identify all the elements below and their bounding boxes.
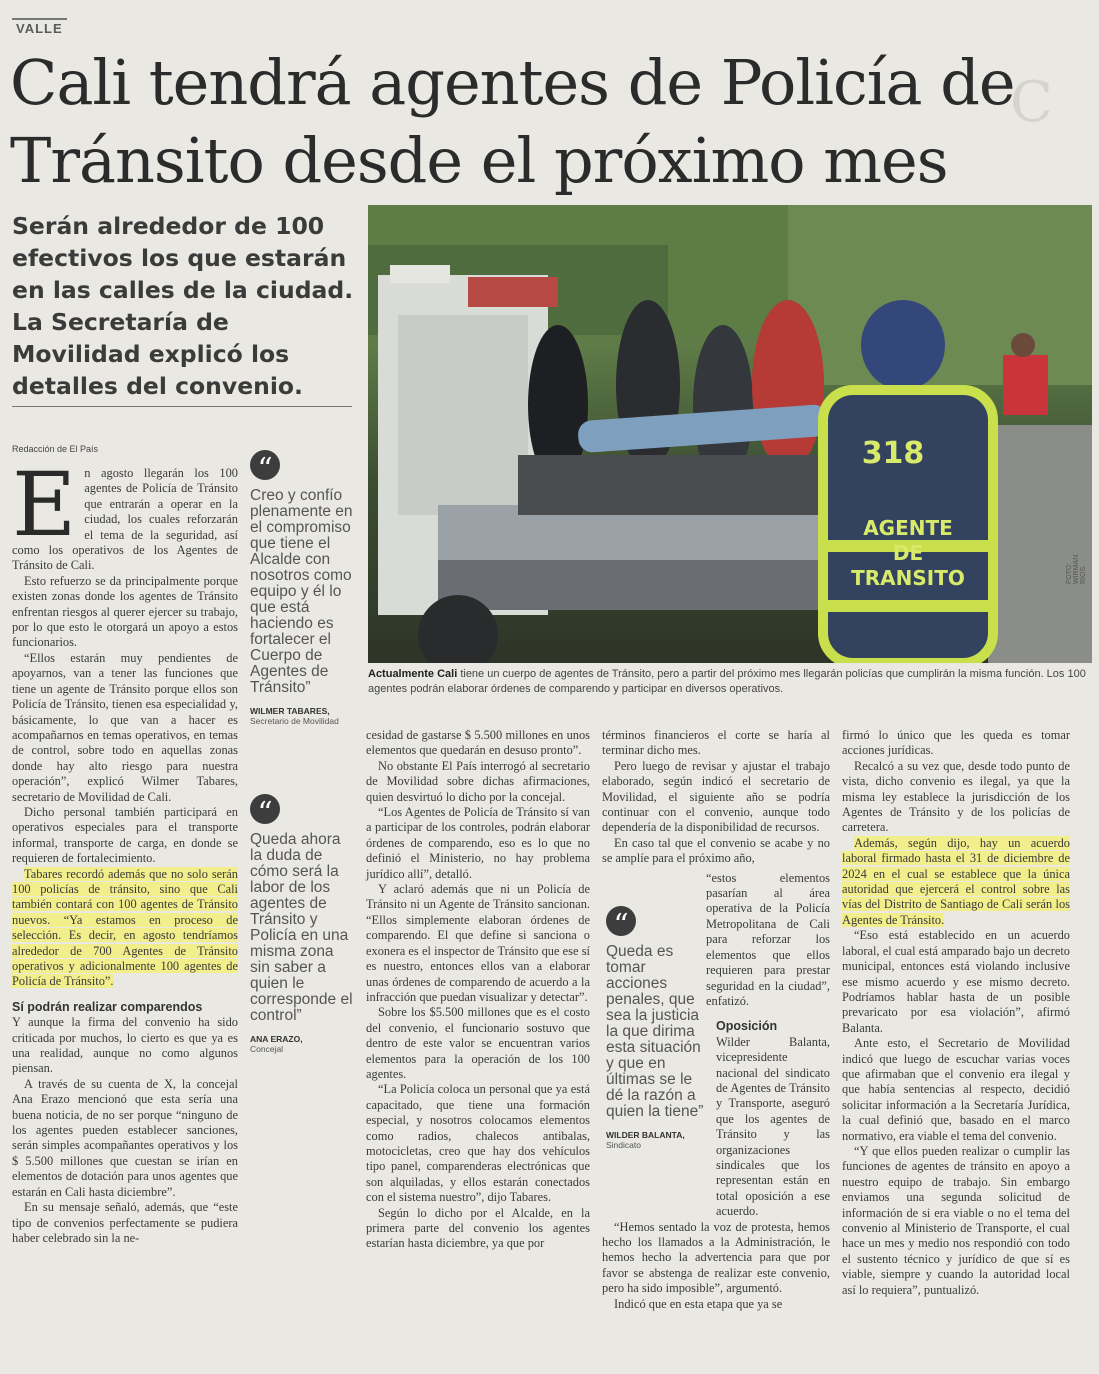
col2-paragraph-5: Sobre los $5.500 millones que es el costo del convenio, el funcionario sostuvo que dentro de este valor se encuentran varios elementos para la operación de los 100 agentes.	[366, 1005, 590, 1081]
photo-illustration	[368, 205, 1092, 663]
col2-paragraph-4: Y aclaró además que ni un Policía de Tránsito ni un Agente de Tránsito sancionan. “Ellos simplemente elaboran órdenes de comparendo. El que define si sanciona o exonera es el inspector de Tránsito que ese sí es nuestro, entonces ellos van a elaborar unas órdenes de comparendo de acuerdo a la infracción que puedan visualizar y detectar”.	[366, 882, 590, 1004]
quote-text: Creo y confío plenamente en el compromiso que tiene el Alcalde con nosotros como equipo y él lo que está haciendo es fortalecer el Cuerpo de Agentes de Tránsito”	[250, 487, 353, 696]
column-2	[366, 728, 590, 1252]
quote-name: WILDER BALANTA,	[606, 1130, 685, 1140]
col4-paragraph-2: Recalcó a su vez que, desde todo punto de vista, dicho convenio es ilegal, ya que la misma ley establece la jurisdicción de los Agentes de Tránsito y de los policías de carretera.	[842, 758, 1070, 835]
col3-paragraph-3: En caso tal que el convenio se acabe y no se amplíe para el próximo año,	[602, 835, 830, 866]
col1-paragraph-4: Dicho personal también participará en operativos especiales para el transporte informal, transporte de carga, en donde se requieren de fortalecimiento.	[12, 804, 238, 866]
vest-line3: TRANSITO	[851, 566, 965, 590]
photo-caption	[368, 667, 1088, 697]
caption-lead: Actualmente Cali	[368, 668, 458, 680]
quote-role: Concejal	[250, 1044, 284, 1054]
col4-paragraph-3	[842, 836, 1070, 928]
col1-paragraph-5	[12, 867, 238, 990]
quote-mark-icon: “	[250, 794, 280, 824]
vest-line2: DE	[892, 541, 924, 565]
col3-subhead: Oposición	[716, 1019, 778, 1034]
column-1	[12, 453, 238, 1246]
col2-paragraph-2: No obstante El País interrogó al secretario de Movilidad sobre dichas afirmaciones, quien desvirtuó lo dicho por la concejal.	[366, 758, 590, 804]
deck: Serán alrededor de 100 efectivos los que estarán en las calles de la ciudad. La Secretaría de Movilidad explicó los detalles del convenio.	[12, 212, 354, 400]
col1-paragraph-8: En su mensaje señaló, además, que “este tipo de convenios perfectamente se pudiera haber celebrado sin la ne-	[12, 1200, 238, 1245]
col4-paragraph-4: “Eso está establecido en un acuerdo laboral, el cual está amparado bajo un decreto municipal, entonces está violando inclusive ese mismo acuerdo y ese mismo decreto. Podríamos hablar hasta de un posible prevaricato por esa violación”, afirmó Balanta.	[842, 928, 1070, 1035]
col3-paragraph-2: Pero luego de revisar y ajustar el trabajo elaborado, según indicó el secretario de Movilidad, el siguiente año se podría continuar con el convenio, aunque todo dependería de la disponibilidad de recursos.	[602, 758, 830, 835]
dropcap: E	[12, 453, 77, 556]
pull-quote-3	[606, 906, 706, 1150]
quote-name: WILMER TABARES,	[250, 706, 330, 716]
caption-text: tiene un cuerpo de agentes de Tránsito, pero a partir del próximo mes llegarán policías que cumplirán la misma función. Los 100 agentes podrán elaborar órdenes de comparendo y participar en diversos operativos.	[368, 668, 1086, 695]
col2-paragraph-7: Según lo dicho por el Alcalde, en la primera parte del convenio los agentes estarían hasta diciembre, ya que por	[366, 1205, 590, 1251]
highlighted-text: Además, según dijo, hay un acuerdo laboral firmado hasta el 31 de diciembre de 2024 en el cual se establece que la única autoridad que ejercerá el control sobre las vías del Distrito de Santiago de Cali serán los Agentes de Tránsito.	[842, 835, 1070, 927]
deck-rule	[12, 406, 352, 407]
quote-text: Queda ahora la duda de cómo será la labor de los agentes de Tránsito y Policía en una misma zona sin saber a quien le corresponde el control”	[250, 831, 353, 1024]
quote-role: Secretario de Movilidad	[250, 716, 339, 726]
quote-text: Queda es tomar acciones penales, que sea la justicia la que dirima esta situación y que en últimas se le dé la razón a quien la tiene”	[606, 943, 704, 1120]
col2-paragraph-3: “Los Agentes de Policía de Tránsito sí van a participar de los controles, podrán elaborar órdenes de comparendo, eso es lo que no definió el Ministerio, no hay problema jurídico allí”, detalló.	[366, 805, 590, 881]
column-4	[842, 728, 1070, 1298]
col1-paragraph-7: A través de su cuenta de X, la concejal Ana Erazo mencionó que esta sería una buena noticia, de no ser porque “ninguno de los agentes pueden establecer sanciones, serán simples acompañantes operativos y los $ 5.500 millones que cuestan se irían en elementos de dotación para unos agentes que estarán en Cali hasta diciembre”.	[12, 1076, 238, 1199]
byline: Redacción de El País	[12, 444, 99, 454]
bleed-through-text: C	[1010, 70, 1053, 135]
col3-paragraph-6: “Hemos sentado la voz de protesta, hemos hecho los llamados a la Administración, le hemos hecho la advertencia para que por favor se abstenga de realizar este convenio, pero ha sido imposible”, argumentó.	[602, 1219, 830, 1296]
lead-photo	[368, 205, 1092, 663]
col3-paragraph-5: Wilder Balanta, vicepresidente nacional del sindicato de Agentes de Tránsito y Transporte, aseguró que los agentes de Tránsito y las organizaciones sindicales que los representan están en total oposición a ese acuerdo.	[716, 1034, 830, 1219]
col3-paragraph-4: “estos elementos pasarían al área operativa de la Policía Metropolitana de Cali para reforzar los elementos que ellos requieren para prestar seguridad en la ciudad”, enfatizó.	[706, 870, 830, 1008]
pull-quote-1	[250, 450, 354, 726]
headline: Cali tendrá agentes de Policía de Tránsito desde el próximo mes	[10, 46, 1015, 197]
quote-mark-icon: “	[606, 906, 636, 936]
col3-paragraph-7: Indicó que en esta etapa que ya se	[614, 1296, 783, 1311]
col2-paragraph-1: cesidad de gastarse $ 5.500 millones en unos elementos que quedarán en desuso pronto”.	[366, 728, 590, 758]
col4-paragraph-6: “Y que ellos pueden realizar o cumplir las funciones de agentes de tránsito en apoyo a nuestro equipo de trabajo. Sin embargo enviamos una segunda solicitud de información de si era viable o no el tema del convenio al Ministerio de Transporte, el cual hace un mes y medio nos respondió con todo el sustento técnico y jurídico de que sí es viable, siempre y cuando la autoridad local así lo requiera”, puntualizó.	[842, 1143, 1070, 1297]
col1-paragraph-2: Esto refuerzo se da principalmente porque existen zonas donde los agentes de Tránsito enfrentan riesgos al querer ejercer su trabajo, por lo que esto le otorgará un apoyo a estos funcionarios.	[12, 573, 238, 650]
col3-paragraph-1: términos financieros el corte se haría al terminar dicho mes.	[602, 728, 830, 758]
col4-paragraph-1: firmó lo único que les queda es tomar acciones jurídicas.	[842, 728, 1070, 758]
col1-paragraph-6: Y aunque la firma del convenio ha sido criticada por muchos, lo cierto es que ya es una realidad, aunque no como algunos piensan.	[12, 1015, 238, 1076]
quote-mark-icon: “	[250, 450, 280, 480]
photo-credit: FOTO: WIRMAN RÍOS.	[1066, 554, 1087, 584]
pull-quote-2	[250, 794, 354, 1054]
col1-paragraph-3: “Ellos estarán muy pendientes de apoyarnos, van a tener las funciones que tiene un agente de Tránsito porque ellos son Policía de Tránsito, tienen esa especialidad y, básicamente, lo que van a hacer es acompañarnos en temas operativos, en temas de control, sobre todo en aquellas zonas donde hay alto riesgo para nuestra operación”, explicó Wilmer Tabares, secretario de Movilidad de Cali.	[12, 650, 238, 804]
highlighted-text: Tabares recordó además que no solo serán 100 policías de tránsito, sino que Cali también contará con 100 agentes de Tránsito nuevos. “Ya estamos en proceso de selección. Es decir, en agosto tendríamos alrededor de 700 Agentes de Tránsito operativos y adicionalmente 100 agentes de Policía de Tránsito”.	[12, 866, 238, 989]
vest-number: 318	[861, 436, 925, 471]
vest-line1: AGENTE	[863, 516, 953, 540]
quote-role: Sindicato	[606, 1140, 641, 1150]
col1-paragraph-1: En agosto llegarán los 100 agentes de Policía de Tránsito que entrarán a operar en la ciudad, los cuales reforzarán el tema de la seguridad, así como los operativos de los Agentes de Tránsito de Cali.	[12, 453, 238, 573]
col4-paragraph-5: Ante esto, el Secretario de Movilidad indicó que luego de escuchar varias voces que afirmaban que el convenio era ilegal y que había sentencias al respecto, decidió solicitar información a la Secretaría Jurídica, la cual definió que, basado en el marco normativo, era viable el tema del convenio.	[842, 1036, 1070, 1143]
section-tag: VALLE	[12, 18, 67, 37]
col2-paragraph-6: “La Policía coloca un personal que ya está capacitado, que tiene una formación especial, y nosotros colocamos elementos como radios, chalecos antibalas, motocicletas, creo que hay dos vehículos tipo panel, comparenderas electrónicas que son alquiladas, y ellos estarán conectados con el sistema nuestro”, dijo Tabares.	[366, 1082, 590, 1205]
quote-name: ANA ERAZO,	[250, 1034, 303, 1044]
col1-subhead: Sí podrán realizar comparendos	[12, 999, 203, 1014]
